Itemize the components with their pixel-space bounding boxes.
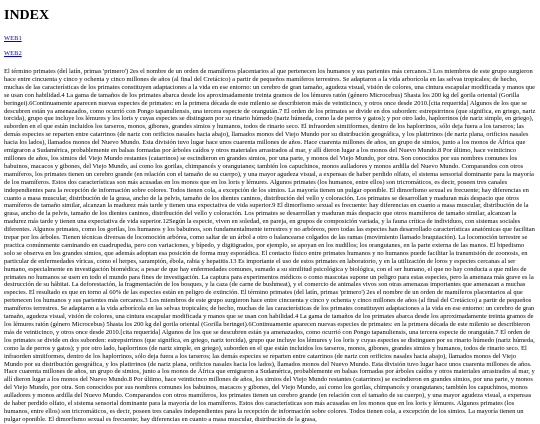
link-web1[interactable]: WEB1 <box>4 35 22 42</box>
link-web2[interactable]: WEB2 <box>4 50 22 57</box>
article-paragraph: El término primates (del latín, primas 'primero') 2es el nombre de un orden de mamíferos placentarios al que pertenecen los humanos y sus parientes más cercanos.3 Los miembros de este grupo surgieron hace entre cincuenta y cinco y ochenta y cinco millones de años (al final del Cretácico) a partir de pequeños mamíferos terrestres. Se adaptaron a la vida arborícola en las selvas tropicales; de hecho, muchas de las características de los primates constituyen adaptaciones a la vida en ese entorno: un cerebro de gran tamaño, agudeza visual, visión de colores, una cintura escapular modificada y manos que se usan con habilidad.4 La gama de tamaños de los primates abarca desde los aproximadamente treinta gramos de los lémures ratón (género Microcebus) 5hasta los 200 kg del gorila oriental (Gorilla beringei).6Continuamente aparecen nuevas especies de primates: en la primera década de este milenio se describieron más de veinticinco, y otros once desde 2010.[cita requerida] Algunos de los que se descubren están ya amenazados, como ocurrió con Pongo tapanuliensis, una tercera especie de orangután.7 El orden de los primates se divide en dos suborden: estrepsirrinos (que significa, en griego, nariz torcida), grupo que incluye los lémures y los loris y cuyas especies se distinguen por su rinario húmedo (nariz húmeda, como la de perros y gatos); y por otro lado, haplorrinos (de nariz simple, en griego), suborden en el que están incluidos los tarseros, monos, gibones, grandes simios y humanos, todos de rinario seco. El infraorden simiiformes, dentro de los haplorrinos, sólo deja fuera a los tarseros; las demás especies se reparten entre catarrinos (de nariz con orificios nasales hacia abajo), llamados monos del Viejo Mundo por su distribución geográfica, y los platirrinos (de nariz plana, orificios nasales hacia los lados), llamados monos del Nuevo Mundo. Esta división tuvo lugar hace unos cuarenta millones de años. Hace cuarenta millones de años, un grupo de simios, junto a los monos de África que emigraron a Sudamérica, probablemente en balsas formadas por árboles caídos y otros materiales arrastrados al mar, y allí dieron lugar a los monos del Nuevo Mundo.8 Por último, hace veinticinco millones de años, los simios del Viejo Mundo restantes (catarrinos) se escindieron en grandes simios, por una parte, y monos del Viejo Mundo, por otra. Son conocidos por sus nombres comunes los babuinos, macacos y gibones, del Viejo Mundo, así como los gorilas, chimpancés y orangutanes; también los capuchinos, monos aulladores y monos ardilla del Nuevo Mundo. Comparandos con otros mamíferos, los primates tienen un cerebro grande (en relación con el tamaño de su cuerpo), y una mayor agudeza visual, a expensas de haber perdido olfato, el sistema sensorial dominante para la mayoría de los mamíferos. Estos dos características son más acusadas en los monos que en los loris y lémures. Algunos primates (los humanos, entre ellos) son tricromáticos, es decir, poseen tres canales independientes para la recepción de información sobre colores. Todos tienen cola, a excepción de los simios. La mayoría tienen un pulgar oponible. El dimorfismo sexual es frecuente; hay diferencias en cuanto a masa muscular, distribución de la grasa, ancho de la pelvis, tamaño de los dientes caninos, distribución del vello y coloración. Los primates se desarrollan y maduran más despacio que otros mamíferos de tamaño similar, alcanzan la madurez más tarde y tienen una expectativa de vida superior.9 El dimorfismo sexual es frecuente: hay diferencias en cuanto a masa muscular, distribución de la grasa, ancho de la pelvis, tamaño de los dientes caninos, distribución del vello y coloración. Los primates se desarrollan y maduran más despacio que otros mamíferos de tamaño similar, alcanzan la madurez más tarde y tienen una expectativa de vida superior.12Según la especie, viven en soledad, en pareja, en grupos de composición variada, y la fauna crítica de individuos, con sistemas sociales diferentes. Algunos primates, como los gorilas, los humanos y los babuinos, son fundamentalmente terrestres y no arbóreos, pero todas las especies han desarrollado características anatómicas que facilitan trepar por los árboles. Tienen técnicas diversas de locomoción arbórea, como saltar de un árbol a otro o balancearse colgados de las ramas (movimiento llamado braquiación). La locomoción terrestre se practica comúnmente caminando en cuadrupedia, pero con variaciones, y bípedo, y digitigrados, por ejemplo, se apoyan en los nudillos; los orangutanes, en la parte externa de las manos. El bipedismo solo se observa en los grandes simios, que además adoptan esa posición de forma muy esporádica. El contacto físico entre primates humanos y no humanos puede facilitar la transmisión de zoonosis, en particular de enfermedades víricas, como el herpes, sarampión, ébola, rabia y hepatitis.13 Es importante el uso de estos primates en laboratorio, y en la utilización de loros y especies cercanas al ser humano, especialmente en investigación biomédica; a pesar de que hay enfermedades comunes, sumado a su similitud psicológica y biológica, con el ser humano, el que no hay conducta a que miles de primates no humanos se usen en todo el mundo para fines de investigación. La captura para experimentos médicos o como mascotas supone un peligro para estas especies, pero la amenaza más grave es la destrucción de su hábitat. La deforestación, la fragmentación de los bosques, y la caza (de carne de bushmeat), y el comercio de animales vivos son otras amenazas importantes que amenazan a muchas especies. El resultado es que en torno al 60% de las especies están en peligro de extinción. El término primates (del latín, primas 'primero') 2es el nombre de un orden de mamíferos placentarios al que pertenecen los humanos y sus parientes más cercanos.3 Los miembros de este grupo surgieron hace entre cincuenta y cinco y ochenta y cinco millones de años (al final del Cretácico) a partir de pequeños mamíferos terrestres. Se adaptaron a la vida arborícola en las selvas tropicales; de hecho, muchas de las características de los primates constituyen adaptaciones a la vida en ese entorno: un cerebro de gran tamaño, agudeza visual, visión de colores, una cintura escapular modificada y manos que se usan con habilidad.4 La gama de tamaños de los primates abarca desde los aproximadamente treinta gramos de los lémures ratón (género Microcebus) 5hasta los 200 kg del gorila oriental (Gorilla beringei).6Continuamente aparecen nuevas especies de primates: en la primera década de este milenio se describieron más de veinticinco, y otros once desde 2010.[cita requerida] Algunos de los que se descubren están ya amenazados, como ocurrió con Pongo tapanuliensis, una tercera especie de orangután.7 El orden de los primates se divide en dos suborden: estrepsirrinos (que significa, en griego, nariz torcida), grupo que incluye los lémures y los loris y cuyas especies se distinguen por su rinario húmedo (nariz húmeda, como la de perros y gatos); y por otro lado, haplorrinos (de nariz simple, en griego), suborden en el que están incluidos los tarseros, monos, gibones, grandes simios y humanos, todos de rinario seco. El infraorden simiiformes, dentro de los haplorrinos, sólo deja fuera a los tarseros; las demás especies se reparten entre catarrinos (de nariz con orificios nasales hacia abajo), llamados monos del Viejo Mundo por su distribución geográfica, y los platirrinos (de nariz plana, orificios nasales hacia los lados), llamados monos del Nuevo Mundo. Esta división tuvo lugar hace unos cuarenta millones de años. Hace cuarenta millones de años, un grupo de simios, junto a los monos de África que emigraron a Sudamérica, probablemente en balsas formadas por árboles caídos y otros materiales arrastrados al mar, y allí dieron lugar a los monos del Nuevo Mundo.8 Por último, hace veinticinco millones de años, los simios del Viejo Mundo restantes (catarrinos) se escindieron en grandes simios, por una parte, y monos del Viejo Mundo, por otra. Son conocidos por sus nombres comunes los babuinos, macacos y gibones, del Viejo Mundo, así como los gorilas, chimpancés y orangutanes; también los capuchinos, monos aulladores y monos ardilla del Nuevo Mundo. Comparandos con otros mamíferos, los primates tienen un cerebro grande (en relación con el tamaño de su cuerpo), y una mayor agudeza visual, a expensas de haber perdido olfato, el sistema sensorial dominante para la mayoría de los mamíferos. Estos dos características son más acusadas en los monos que en los loris y lémures. Algunos primates (los humanos, entre ellos) son tricromáticos, es decir, poseen tres canales independientes para la recepción de información sobre colores. Todos tienen cola, a excepción de los simios. La mayoría tienen un pulgar oponible. El dimorfismo sexual es frecuente; hay diferencias en cuanto a masa muscular, distribución de la grasa, <box>4 68 536 423</box>
page-title: INDEX <box>4 8 50 23</box>
